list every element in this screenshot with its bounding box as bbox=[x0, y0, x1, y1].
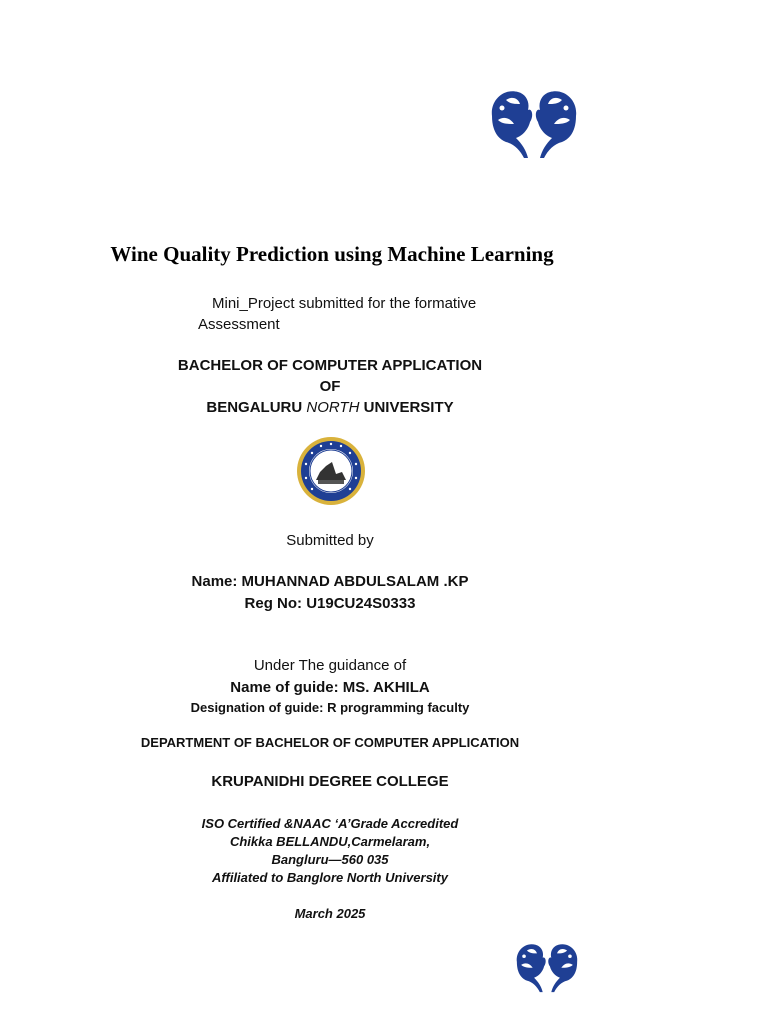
degree-heading: BACHELOR OF COMPUTER APPLICATION bbox=[177, 357, 483, 374]
submitted-by-label: Submitted by bbox=[286, 532, 374, 549]
degree-of: OF bbox=[319, 378, 341, 395]
registration-number: Reg No: U19CU24S0333 bbox=[244, 595, 416, 612]
university-part-2: NORTH bbox=[306, 399, 360, 416]
submission-date: March 2025 bbox=[294, 906, 366, 921]
student-name: Name: MUHANNAD ABDULSALAM .KP bbox=[191, 573, 469, 590]
university-part-3: UNIVERSITY bbox=[359, 399, 454, 416]
college-emblem-icon bbox=[488, 86, 580, 160]
guide-designation: Designation of guide: R programming faculty bbox=[190, 700, 470, 715]
address-line-1: ISO Certified &NAAC ‘A’Grade Accredited bbox=[201, 816, 459, 831]
department-heading: DEPARTMENT OF BACHELOR OF COMPUTER APPLICATION bbox=[140, 735, 520, 750]
address-line-2: Chikka BELLANDU,Carmelaram, bbox=[229, 834, 431, 849]
university-heading bbox=[0, 399, 660, 416]
document-title: Wine Quality Prediction using Machine Learning bbox=[110, 242, 554, 266]
college-emblem-icon-bottom bbox=[514, 940, 580, 994]
intro-line-1: Mini_Project submitted for the formative bbox=[212, 295, 477, 312]
guidance-label: Under The guidance of bbox=[253, 657, 407, 674]
address-line-3: Bangluru—560 035 bbox=[271, 852, 389, 867]
college-name: KRUPANIDHI DEGREE COLLEGE bbox=[211, 773, 449, 790]
intro-line-2: Assessment bbox=[198, 316, 280, 333]
university-seal-icon bbox=[296, 436, 366, 506]
guide-name: Name of guide: MS. AKHILA bbox=[230, 679, 430, 696]
university-part-1: BENGALURU bbox=[206, 399, 307, 416]
address-line-4: Affiliated to Banglore North University bbox=[212, 870, 448, 885]
